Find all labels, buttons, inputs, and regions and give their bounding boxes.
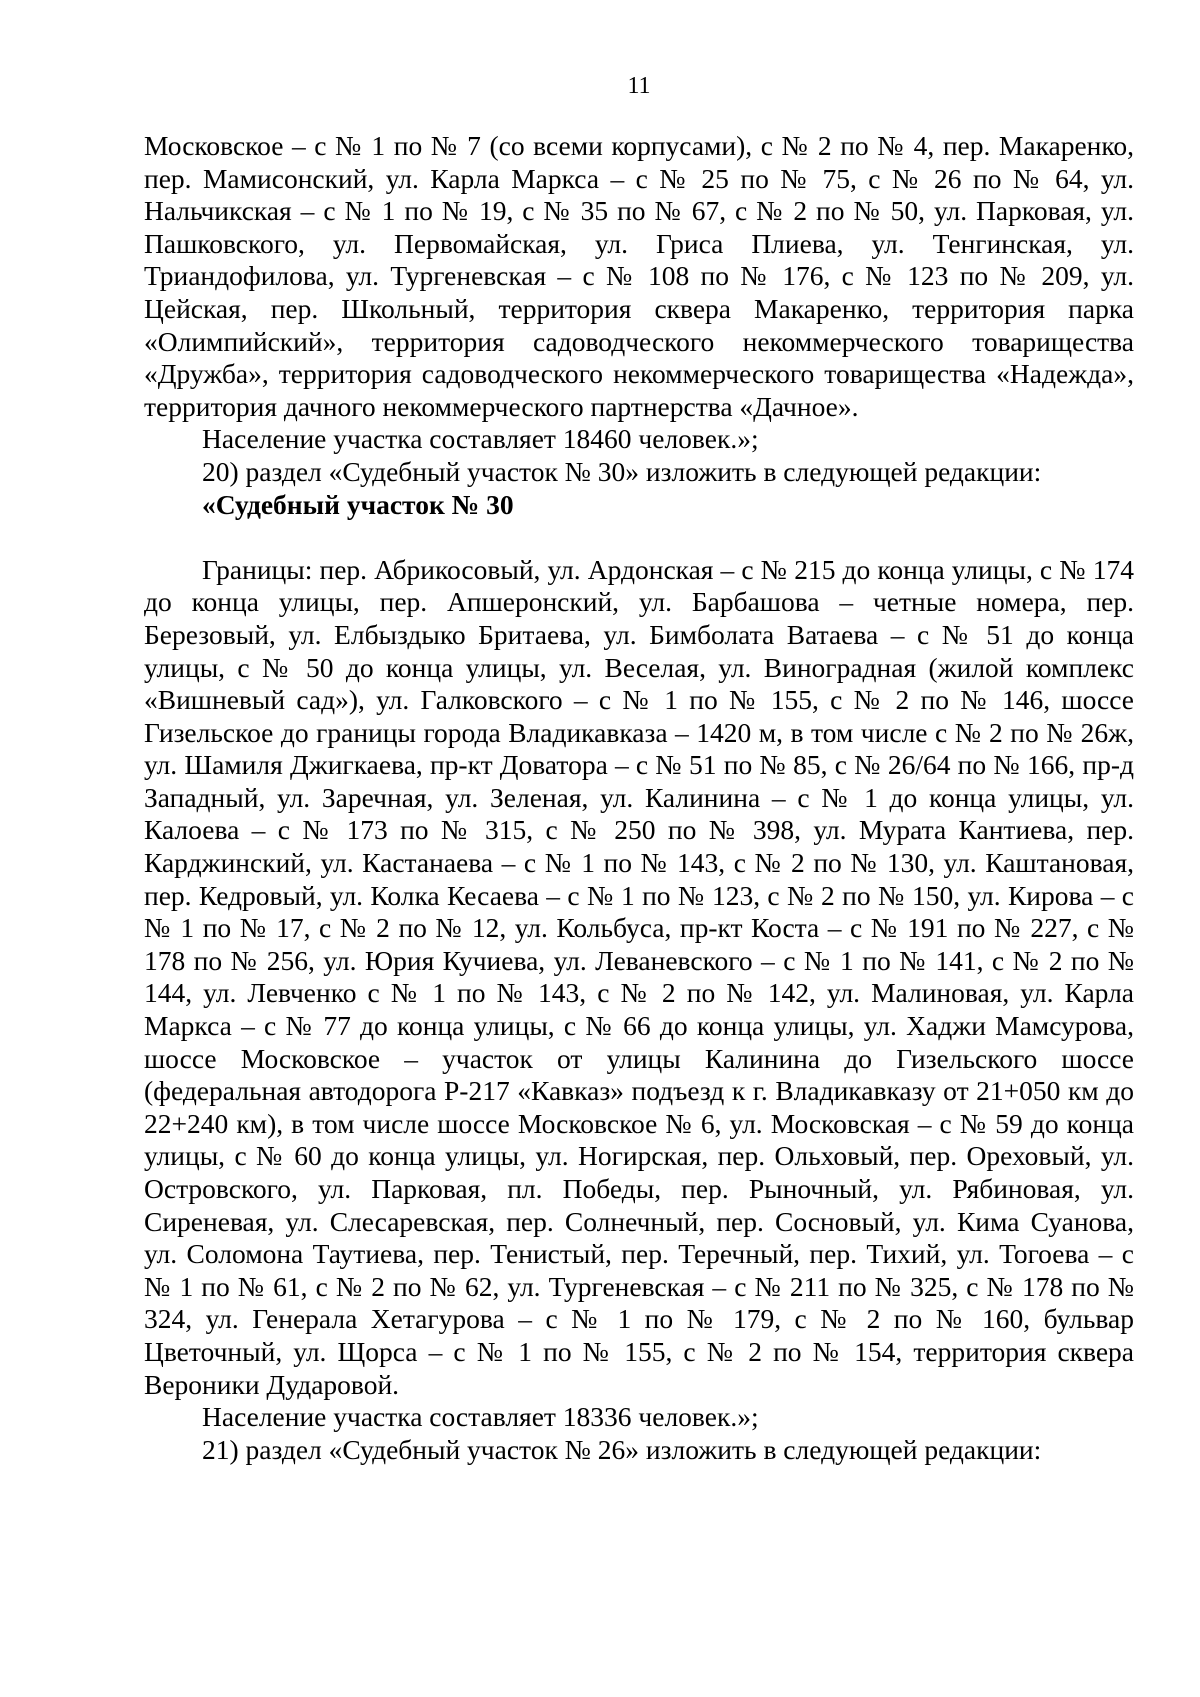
item-20-paragraph: 20) раздел «Судебный участок № 30» изложить в следующей редакции: [202, 455, 1042, 487]
borders-30-paragraph: Границы: пер. Абрикосовый, ул. Ардонская – с № 215 до конца улицы, с № 174 до конца улицы, пер. Апшеронский, ул. Барбашова – четные номера, пер. Березовый, ул. Елбыздыко Бритаева, ул. Бимболата Ватаева – с № 51 до конца улицы, с № 50 до конца улицы, ул. Веселая, ул. Виноградная (жилой комплекс «Вишневый сад»), ул. Галковского – с № 1 по № 155, с № 2 по № 146, шоссе Гизельское до границы города Владикавказа – 1420 м, в том числе с № 2 по № 26ж, ул. Шамиля Джигкаева, пр-кт Доватора – с № 51 по № 85, с № 26/64 по № 166, пр-д Западный, ул. Заречная, ул. Зеленая, ул. Калинина – с № 1 до конца улицы, ул. Калоева – с № 173 по № 315, с № 250 по № 398, ул. Мурата Кантиева, пер. Карджинский, ул. Кастанаева – с № 1 по № 143, с № 2 по № 130, ул. Каштановая, пер. Кедровый, ул. Колка Кесаева – с № 1 по № 123, с № 2 по № 150, ул. Кирова – с № 1 по № 17, с № 2 по № 12, ул. Кольбуса, пр-кт Коста – с № 191 по № 227, с № 178 по № 256, ул. Юрия Кучиева, ул. Леваневского – с № 1 по № 141, с № 2 по № 144, ул. Левченко с № 1 по № 143, с № 2 по № 142, ул. Малиновая, ул. Карла Маркса – с № 77 до конца улицы, с № 66 до конца улицы, ул. Хаджи Мамсурова, шоссе Московское – участок от улицы Калинина до Гизельского шоссе (федеральная автодорога Р-217 «Кавказ» подъезд к г. Владикавказу от 21+050 км до 22+240 км), в том числе шоссе Московское № 6, ул. Московская – с № 59 до конца улицы, с № 60 до конца улицы, ул. Ногирская, пер. Ольховый, пер. Ореховый, ул. Островского, ул. Парковая, пл. Победы, пер. Рыночный, ул. Рябиновая, ул. Сиреневая, ул. Слесаревская, пер. Солнечный, пер. Сосновый, ул. Кима Суанова, ул. Соломона Таутиева, пер. Тенистый, пер. Теречный, пер. Тихий, ул. Тогоева – с № 1 по № 61, с № 2 по № 62, ул. Тургеневская – с № 211 по № 325, с № 178 по № 324, ул. Генерала Хетагурова – с № 1 по № 179, с № 2 по № 160, бульвар Цветочный, ул. Щорса – с № 1 по № 155, с № 2 по № 154, территория сквера Вероники Дударовой. [144, 553, 1134, 1400]
population-paragraph-29: Население участка составляет 18460 человек.»; [202, 423, 759, 455]
continuation-paragraph: Московское – с № 1 по № 7 (со всеми корпусами), с № 2 по № 4, пер. Макаренко, пер. Мамисонский, ул. Карла Маркса – с № 25 по № 75, с № 26 по № 64, ул. Нальчикская – с № 1 по № 19, с № 35 по № 67, с № 2 по № 50, ул. Парковая, ул. Пашковского, ул. Первомайская, ул. Гриса Плиева, ул. Тенгинская, ул. Триандофилова, ул. Тургеневская – с № 108 по № 176, с № 123 по № 209, ул. Цейская, пер. Школьный, территория сквера Макаренко, территория парка «Олимпийский», территория садоводческого некоммерческого товарищества «Дружба», территория садоводческого некоммерческого товарищества «Надежда», территория дачного некоммерческого партнерства «Дачное». [144, 130, 1134, 422]
population-paragraph-30: Население участка составляет 18336 человек.»; [202, 1401, 759, 1433]
blank-line [144, 521, 1134, 554]
item-21-paragraph: 21) раздел «Судебный участок № 26» изложить в следующей редакции: [202, 1433, 1042, 1465]
page-number: 11 [627, 73, 651, 99]
section-30-title: «Судебный участок № 30 [202, 488, 514, 520]
document-body [144, 130, 1134, 1466]
